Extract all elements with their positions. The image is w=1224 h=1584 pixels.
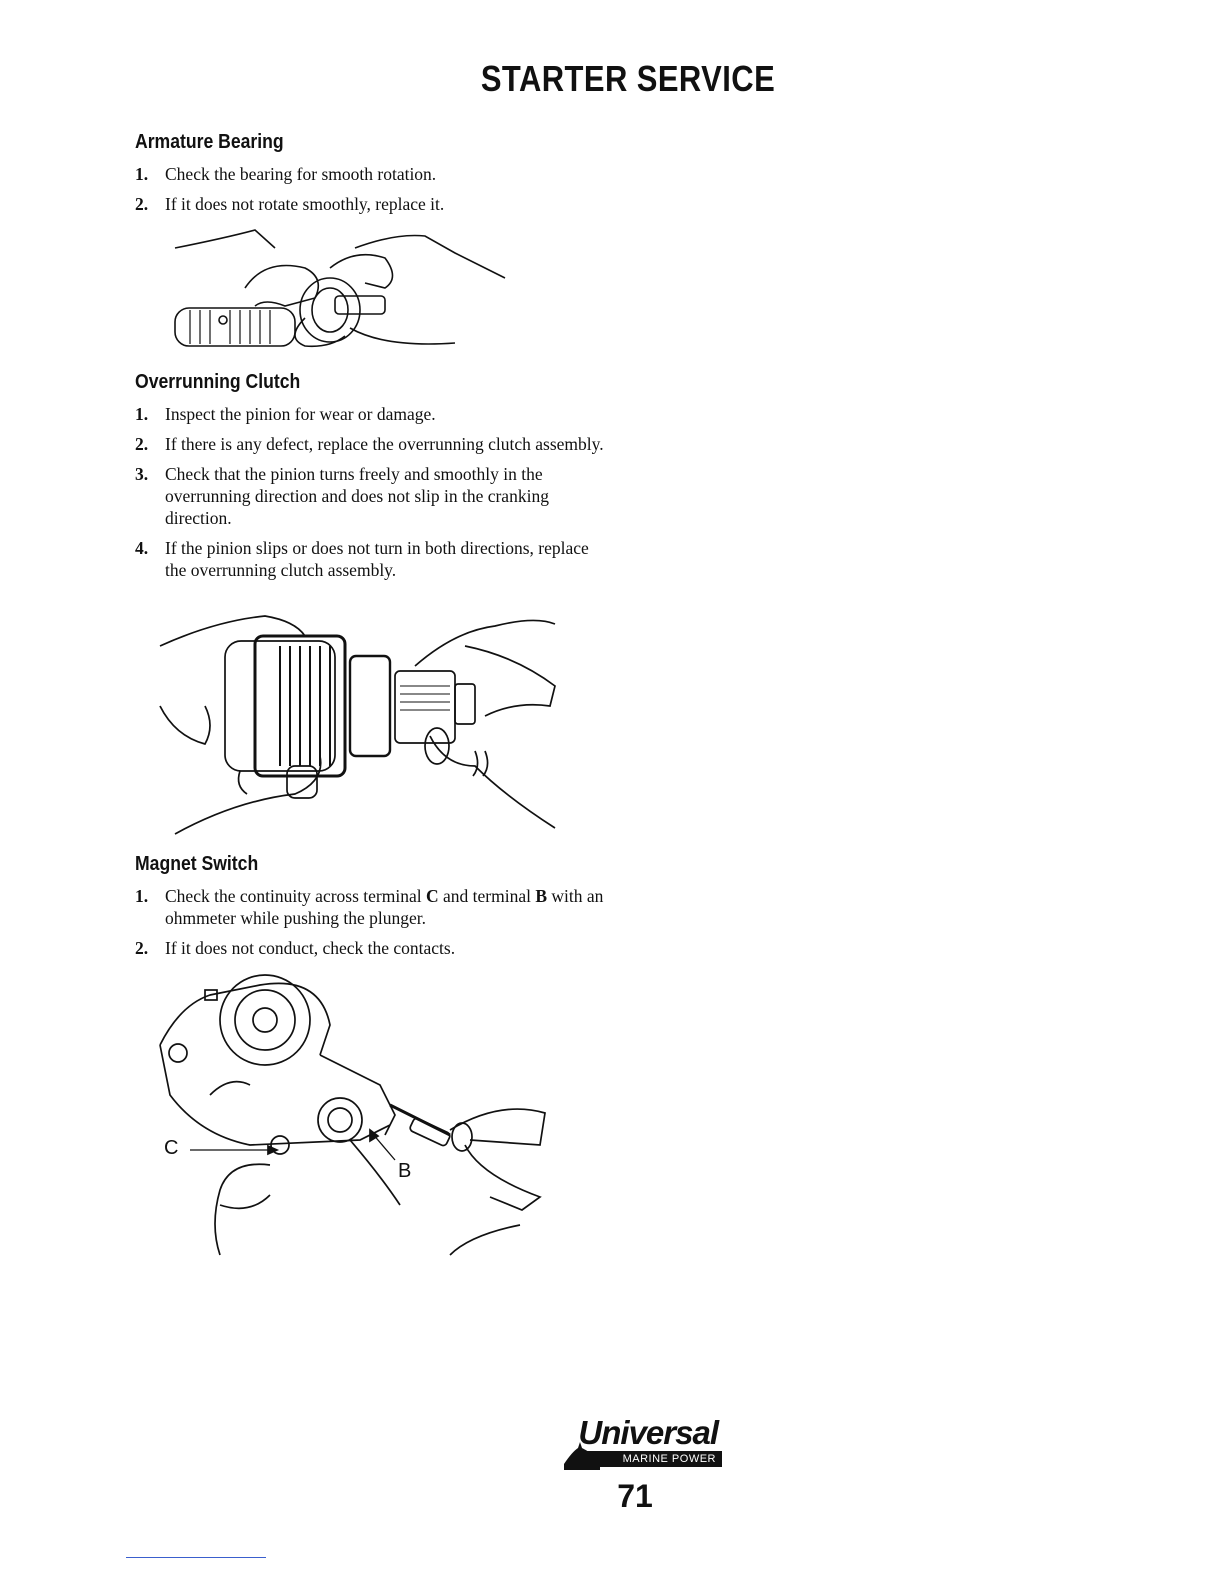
magnet-switch-heading: Magnet Switch bbox=[135, 853, 259, 875]
list-item: 2. If there is any defect, replace the overrunning clutch assembly. bbox=[135, 434, 604, 454]
list-item: 3. Check that the pinion turns freely and smoothly in the overrunning direction and does not slip in the cranking direction. bbox=[135, 464, 549, 528]
page-number: 71 bbox=[617, 1478, 653, 1514]
armature-bearing-steps bbox=[135, 163, 605, 223]
logo-tagline: MARINE POWER bbox=[580, 1451, 722, 1467]
list-item: 2. If it does not conduct, check the contacts. bbox=[135, 938, 456, 958]
logo-word: Universal bbox=[578, 1414, 718, 1451]
overrunning-clutch-heading: Overrunning Clutch bbox=[135, 371, 301, 393]
universal-logo bbox=[562, 1416, 722, 1467]
list-item: 1. Check the bearing for smooth rotation. bbox=[135, 164, 437, 184]
list-item: 1. Check the continuity across terminal C and terminal B with an ohmmeter while pushing the plunger. bbox=[135, 886, 604, 928]
magnet-switch-steps bbox=[135, 885, 605, 967]
overrunning-clutch-illustration bbox=[155, 606, 565, 841]
armature-bearing-heading: Armature Bearing bbox=[135, 131, 284, 153]
armature-bearing-illustration bbox=[155, 228, 515, 358]
terminal-c-label: C bbox=[164, 1137, 179, 1159]
overrunning-clutch-steps bbox=[135, 403, 605, 589]
footnote-rule bbox=[126, 1557, 266, 1558]
list-item: 1. Inspect the pinion for wear or damage. bbox=[135, 404, 436, 424]
terminal-b-label: B bbox=[398, 1160, 412, 1182]
magnet-switch-illustration bbox=[150, 965, 550, 1270]
list-item: 4. If the pinion slips or does not turn in both directions, replace the overrunning clutch assembly. bbox=[135, 538, 589, 580]
page-title: STARTER SERVICE bbox=[480, 58, 776, 99]
list-item: 2. If it does not rotate smoothly, replace it. bbox=[135, 194, 445, 214]
wave-icon bbox=[562, 1434, 602, 1470]
